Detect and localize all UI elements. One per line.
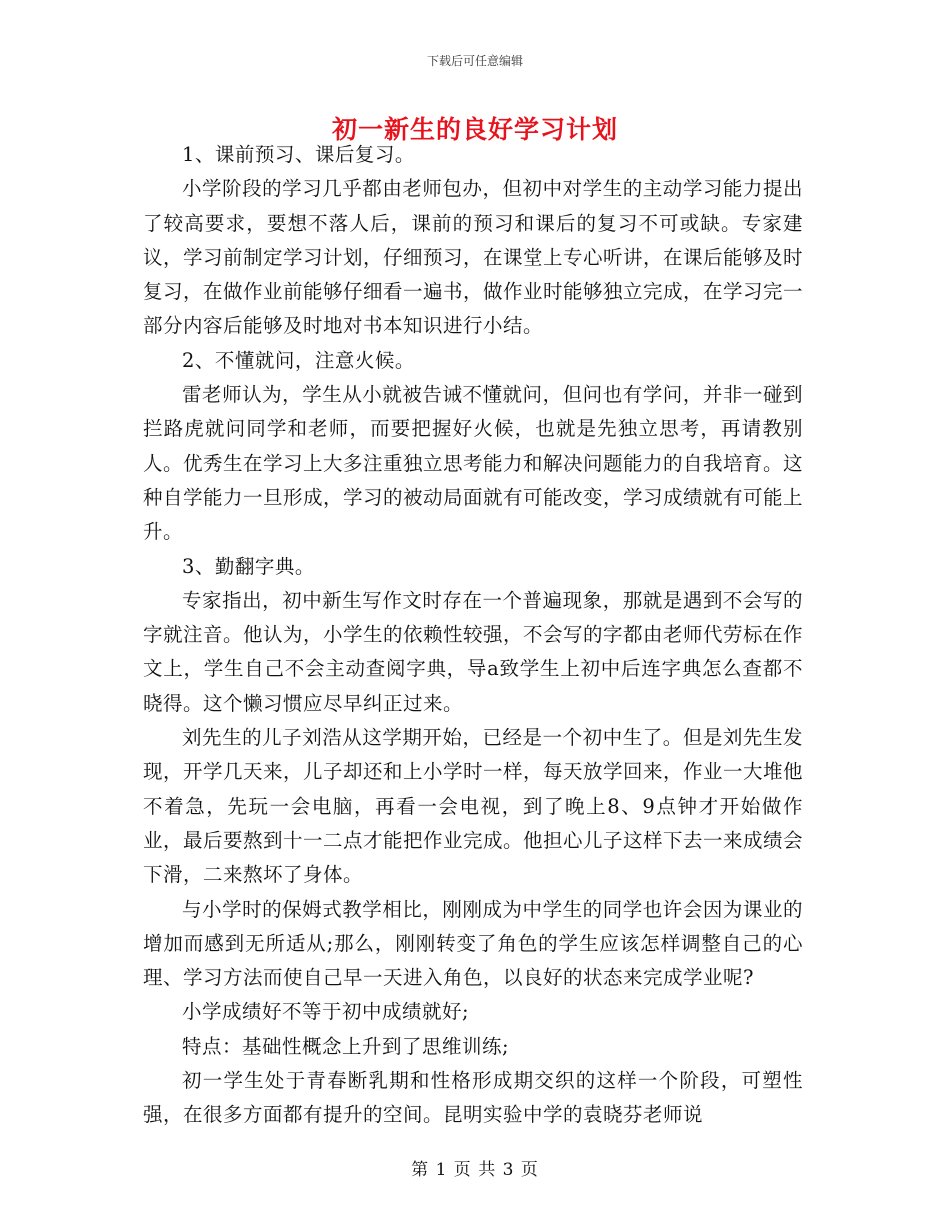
paragraph: 初一学生处于青春断乳期和性格形成期交织的这样一个阶段，可塑性强，在很多方面都有提升的空间。昆明实验中学的袁晓芬老师说	[143, 1069, 803, 1127]
paragraph: 与小学时的保姆式教学相比，刚刚成为中学生的同学也许会因为课业的增加而感到无所适从;那么，刚刚转变了角色的学生应该怎样调整自己的心理、学习方法而使自己早一天进入角色，以良好的状态来完成学业呢?	[143, 897, 803, 990]
header-note: 下载后可任意编辑	[426, 54, 523, 68]
section-heading-1: 1、课前预习、课后复习。	[182, 143, 415, 166]
document-title: 初一新生的良好学习计划	[331, 115, 618, 144]
paragraph: 特点：基础性概念上升到了思维训练;	[182, 1034, 510, 1058]
section-heading-3: 3、勤翻字典。	[182, 554, 315, 578]
document-body	[143, 138, 803, 1133]
section-heading-2: 2、不懂就问，注意火候。	[182, 348, 415, 372]
paragraph: 刘先生的儿子刘浩从这学期开始，已经是一个初中生了。但是刘先生发现，开学几天来，儿子却还和上小学时一样，每天放学回来，作业一大堆他不着急，先玩一会电脑，再看一会电视，到了晚上8、9点钟才开始做作业，最后要熬到十一二点才能把作业完成。他担心儿子这样下去一来成绩会下滑，二来熬坏了身体。	[143, 726, 804, 887]
paragraph: 专家指出，初中新生写作文时存在一个普遍现象，那就是遇到不会写的字就注音。他认为，小学生的依赖性较强，不会写的字都由老师代劳标在作文上，学生自己不会主动查阅字典，导a致学生上初中后连字典怎么查都不晓得。这个懒习惯应尽早纠正过来。	[143, 588, 804, 715]
paragraph: 雷老师认为，学生从小就被告诫不懂就问，但问也有学问，并非一碰到拦路虎就问同学和老师，而要把握好火候，也就是先独立思考，再请教别人。优秀生在学习上大多注重独立思考能力和解决问题能力的自我培育。这种自学能力一旦形成，学习的被动局面就有可能改变，学习成绩就有可能上升。	[143, 383, 804, 544]
paragraph: 小学成绩好不等于初中成绩就好;	[182, 1000, 470, 1024]
page-number: 第 1 页 共 3 页	[411, 1160, 539, 1180]
paragraph: 小学阶段的学习几乎都由老师包办，但初中对学生的主动学习能力提出了较高要求，要想不落人后，课前的预习和课后的复习不可或缺。专家建议，学习前制定学习计划，仔细预习，在课堂上专心听讲，在课后能够及时复习，在做作业前能够仔细看一遍书，做作业时能够独立完成，在学习完一部分内容后能够及时地对书本知识进行小结。	[143, 177, 804, 338]
